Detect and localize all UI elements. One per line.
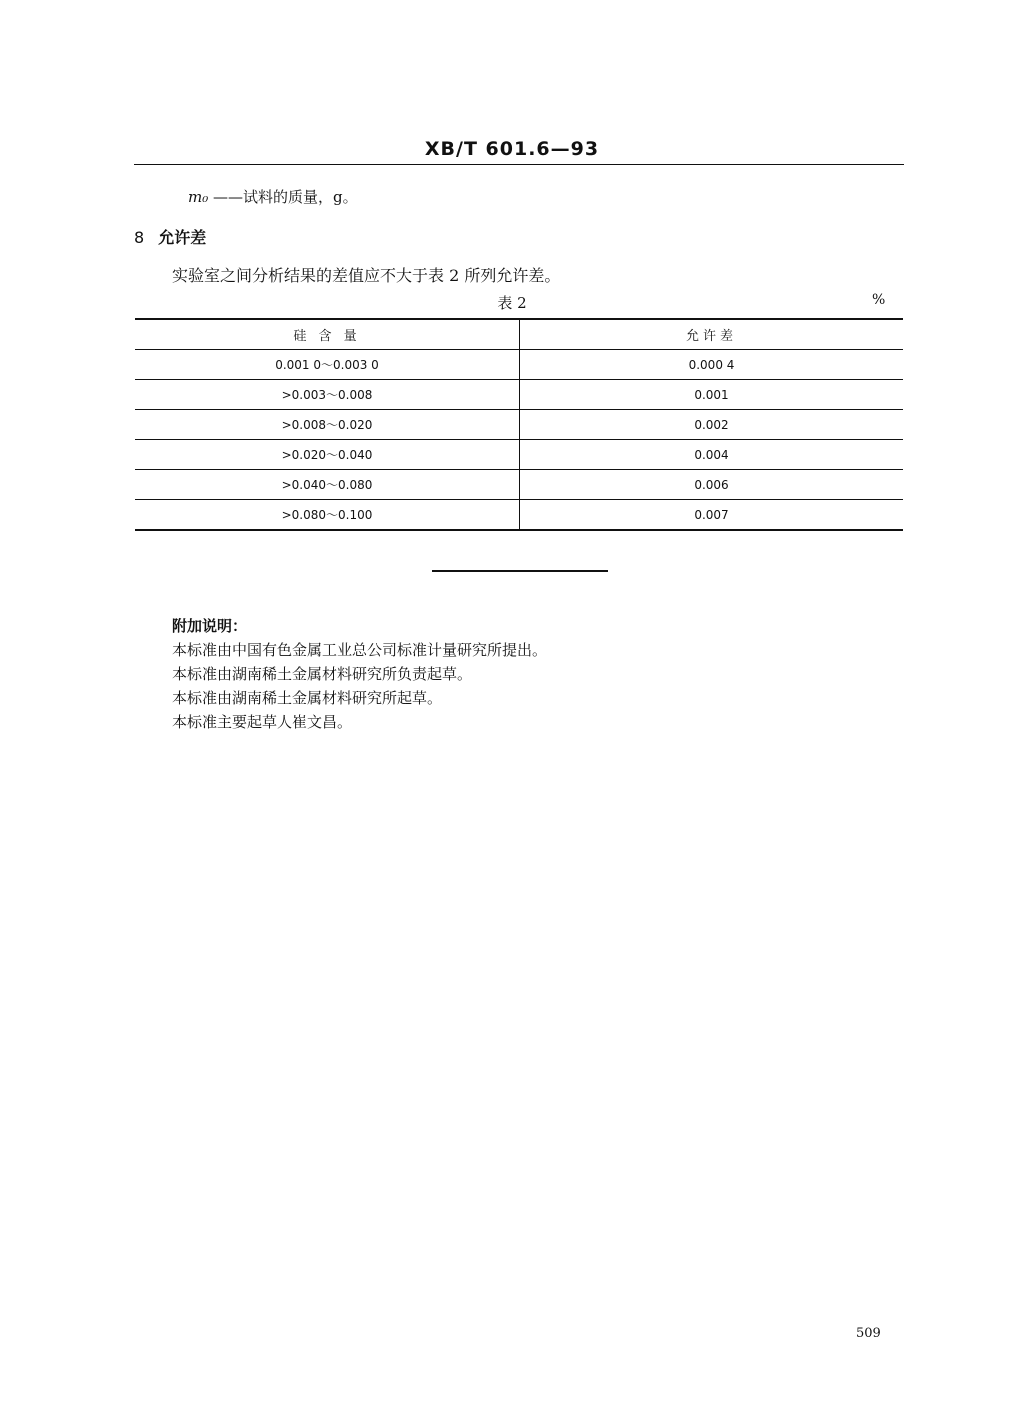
table-header-row bbox=[135, 319, 903, 350]
body-paragraph: 实验室之间分析结果的差值应不大于表 2 所列允许差。 bbox=[172, 266, 561, 285]
silicon-range-cell: >0.080～0.100 bbox=[135, 500, 520, 531]
standard-code: XB/T 601.6—93 bbox=[424, 138, 600, 160]
section-number: 8 bbox=[134, 228, 145, 247]
note-line: 本标准主要起草人崔文昌。 bbox=[172, 713, 353, 731]
table-row bbox=[135, 500, 903, 531]
table-unit: % bbox=[872, 292, 886, 308]
header-tolerance: 允许差 bbox=[520, 319, 904, 350]
variable-symbol: m₀ bbox=[188, 188, 209, 206]
header-rule bbox=[134, 164, 904, 165]
section-divider bbox=[432, 570, 608, 572]
tolerance-cell: 0.006 bbox=[520, 470, 904, 500]
tolerance-cell: 0.004 bbox=[520, 440, 904, 470]
tolerance-cell: 0.002 bbox=[520, 410, 904, 440]
tolerance-table bbox=[135, 318, 903, 531]
table-row bbox=[135, 410, 903, 440]
table-row bbox=[135, 350, 903, 380]
table-row bbox=[135, 470, 903, 500]
note-line: 本标准由湖南稀土金属材料研究所起草。 bbox=[172, 689, 443, 707]
notes-heading: 附加说明： bbox=[172, 617, 248, 635]
silicon-range-cell: >0.003～0.008 bbox=[135, 380, 520, 410]
tolerance-cell: 0.007 bbox=[520, 500, 904, 531]
variable-definition bbox=[188, 186, 358, 207]
page-number: 509 bbox=[856, 1326, 881, 1341]
silicon-range-cell: 0.001 0～0.003 0 bbox=[135, 350, 520, 380]
section-title: 允许差 bbox=[158, 228, 207, 247]
note-line: 本标准由中国有色金属工业总公司标准计量研究所提出。 bbox=[172, 641, 548, 659]
table-row bbox=[135, 380, 903, 410]
table-caption: 表 2 bbox=[497, 294, 527, 312]
section-heading bbox=[134, 225, 206, 248]
silicon-range-cell: >0.040～0.080 bbox=[135, 470, 520, 500]
note-line: 本标准由湖南稀土金属材料研究所负责起草。 bbox=[172, 665, 473, 683]
variable-description: ——试料的质量，g。 bbox=[213, 188, 358, 206]
additional-notes bbox=[172, 614, 547, 734]
tolerance-cell: 0.000 4 bbox=[520, 350, 904, 380]
tolerance-cell: 0.001 bbox=[520, 380, 904, 410]
silicon-range-cell: >0.020～0.040 bbox=[135, 440, 520, 470]
table-row bbox=[135, 440, 903, 470]
silicon-range-cell: >0.008～0.020 bbox=[135, 410, 520, 440]
header-silicon-content: 硅 含 量 bbox=[135, 319, 520, 350]
